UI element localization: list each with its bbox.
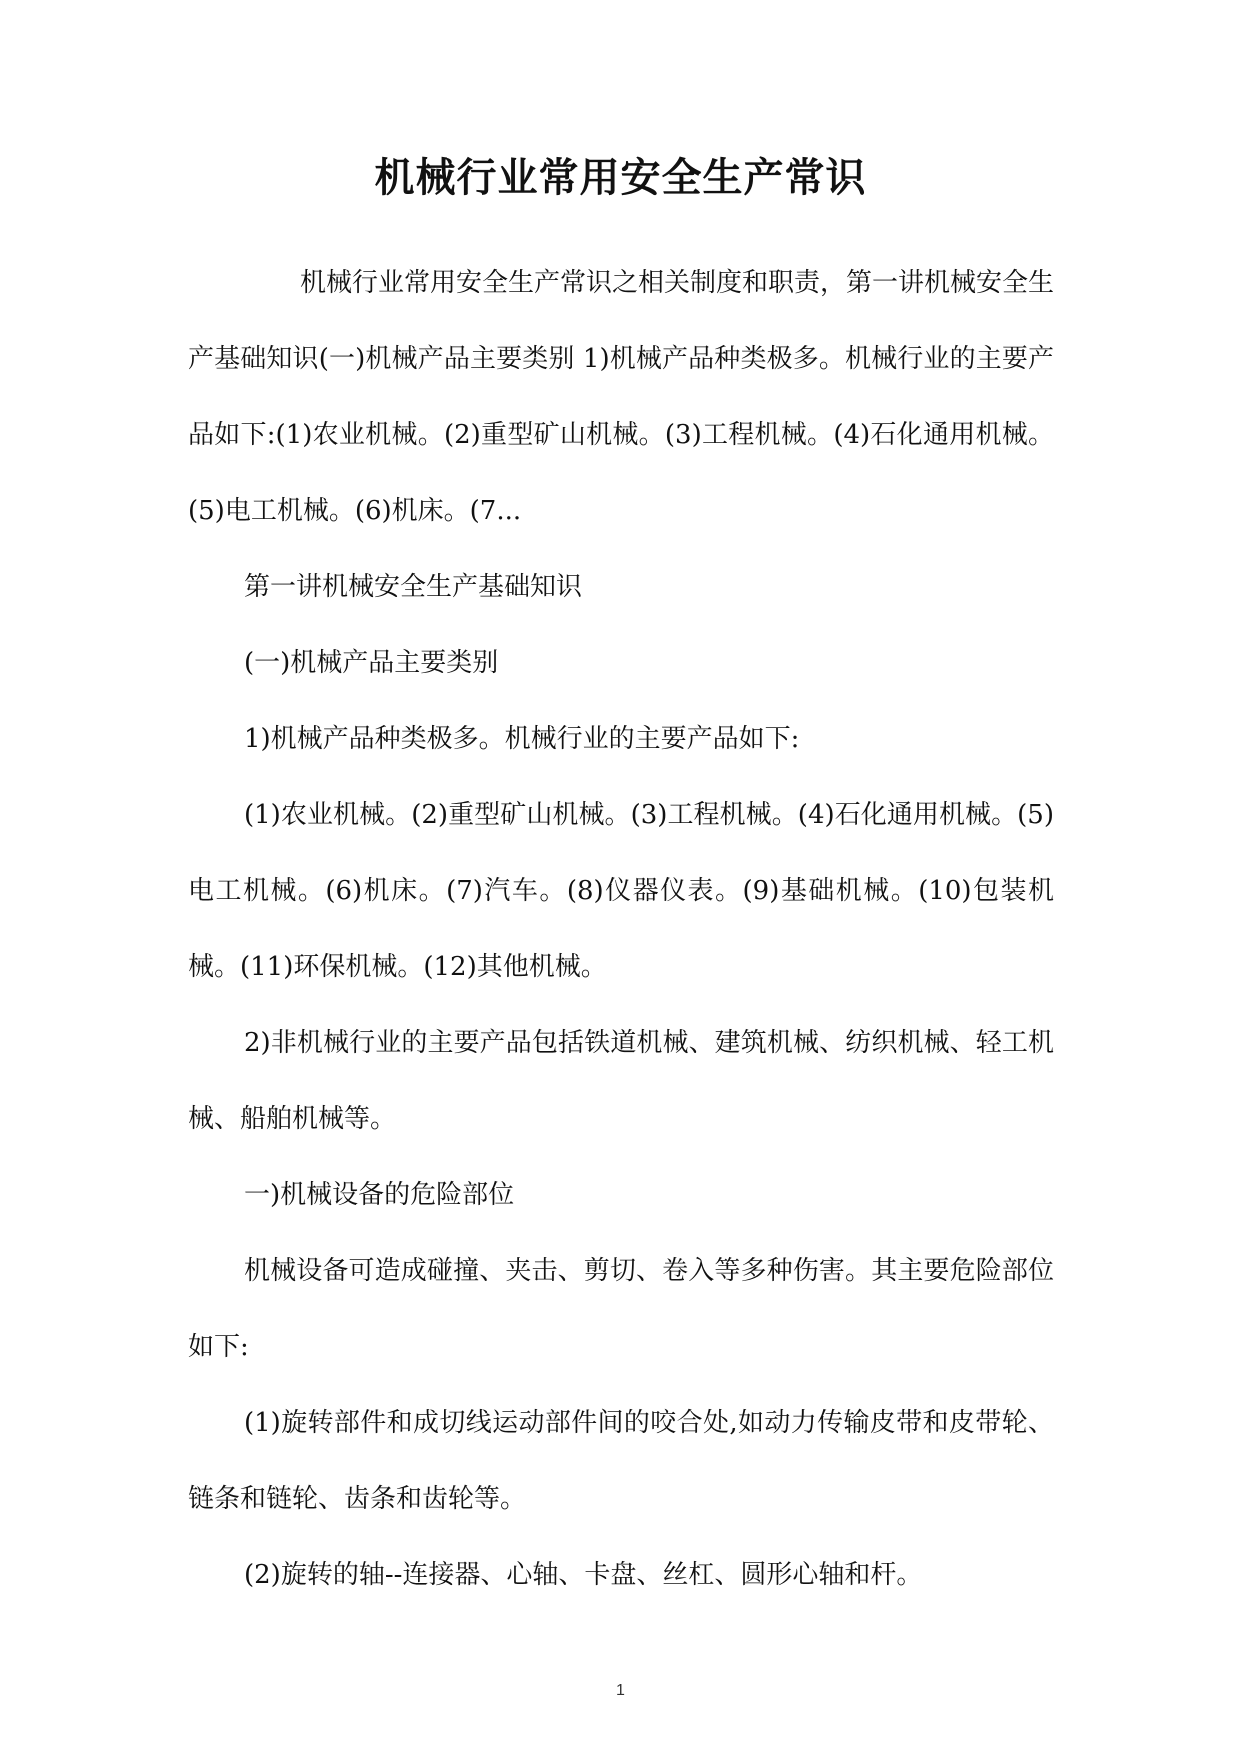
document-body: [188, 245, 1054, 1613]
paragraph-section-heading: (一)机械产品主要类别: [244, 648, 499, 678]
document-title: 机械行业常用安全生产常识: [374, 154, 867, 201]
paragraph-product-list: (1)农业机械。(2)重型矿山机械。(3)工程机械。(4)石化通用机械。(5)电工机械。(6)机床。(7)汽车。(8)仪器仪表。(9)基础机械。(10)包装机械。(11)环保机械。(12)其他机械。: [188, 800, 1054, 982]
page-number: 1: [616, 1682, 625, 1699]
paragraph-danger-heading: 一)机械设备的危险部位: [244, 1180, 515, 1210]
paragraph-summary: 机械行业常用安全生产常识之相关制度和职责，第一讲机械安全生产基础知识(一)机械产品主要类别 1)机械产品种类极多。机械行业的主要产品如下:(1)农业机械。(2)重型矿山机械。(3)工程机械。(4)石化通用机械。(5)电工机械。(6)机床。(7...: [188, 268, 1055, 526]
paragraph-danger-intro: 机械设备可造成碰撞、夹击、剪切、卷入等多种伤害。其主要危险部位如下:: [188, 1256, 1054, 1362]
paragraph-non-machinery: 2)非机械行业的主要产品包括铁道机械、建筑机械、纺织机械、轻工机械、船舶机械等。: [188, 1028, 1054, 1134]
paragraph-danger-item-1: (1)旋转部件和成切线运动部件间的咬合处,如动力传输皮带和皮带轮、链条和链轮、齿条和齿轮等。: [188, 1408, 1054, 1514]
paragraph-lecture-heading: 第一讲机械安全生产基础知识: [244, 572, 583, 602]
paragraph-product-intro: 1)机械产品种类极多。机械行业的主要产品如下:: [244, 724, 800, 754]
paragraph-danger-item-2: (2)旋转的轴--连接器、心轴、卡盘、丝杠、圆形心轴和杆。: [244, 1560, 923, 1590]
